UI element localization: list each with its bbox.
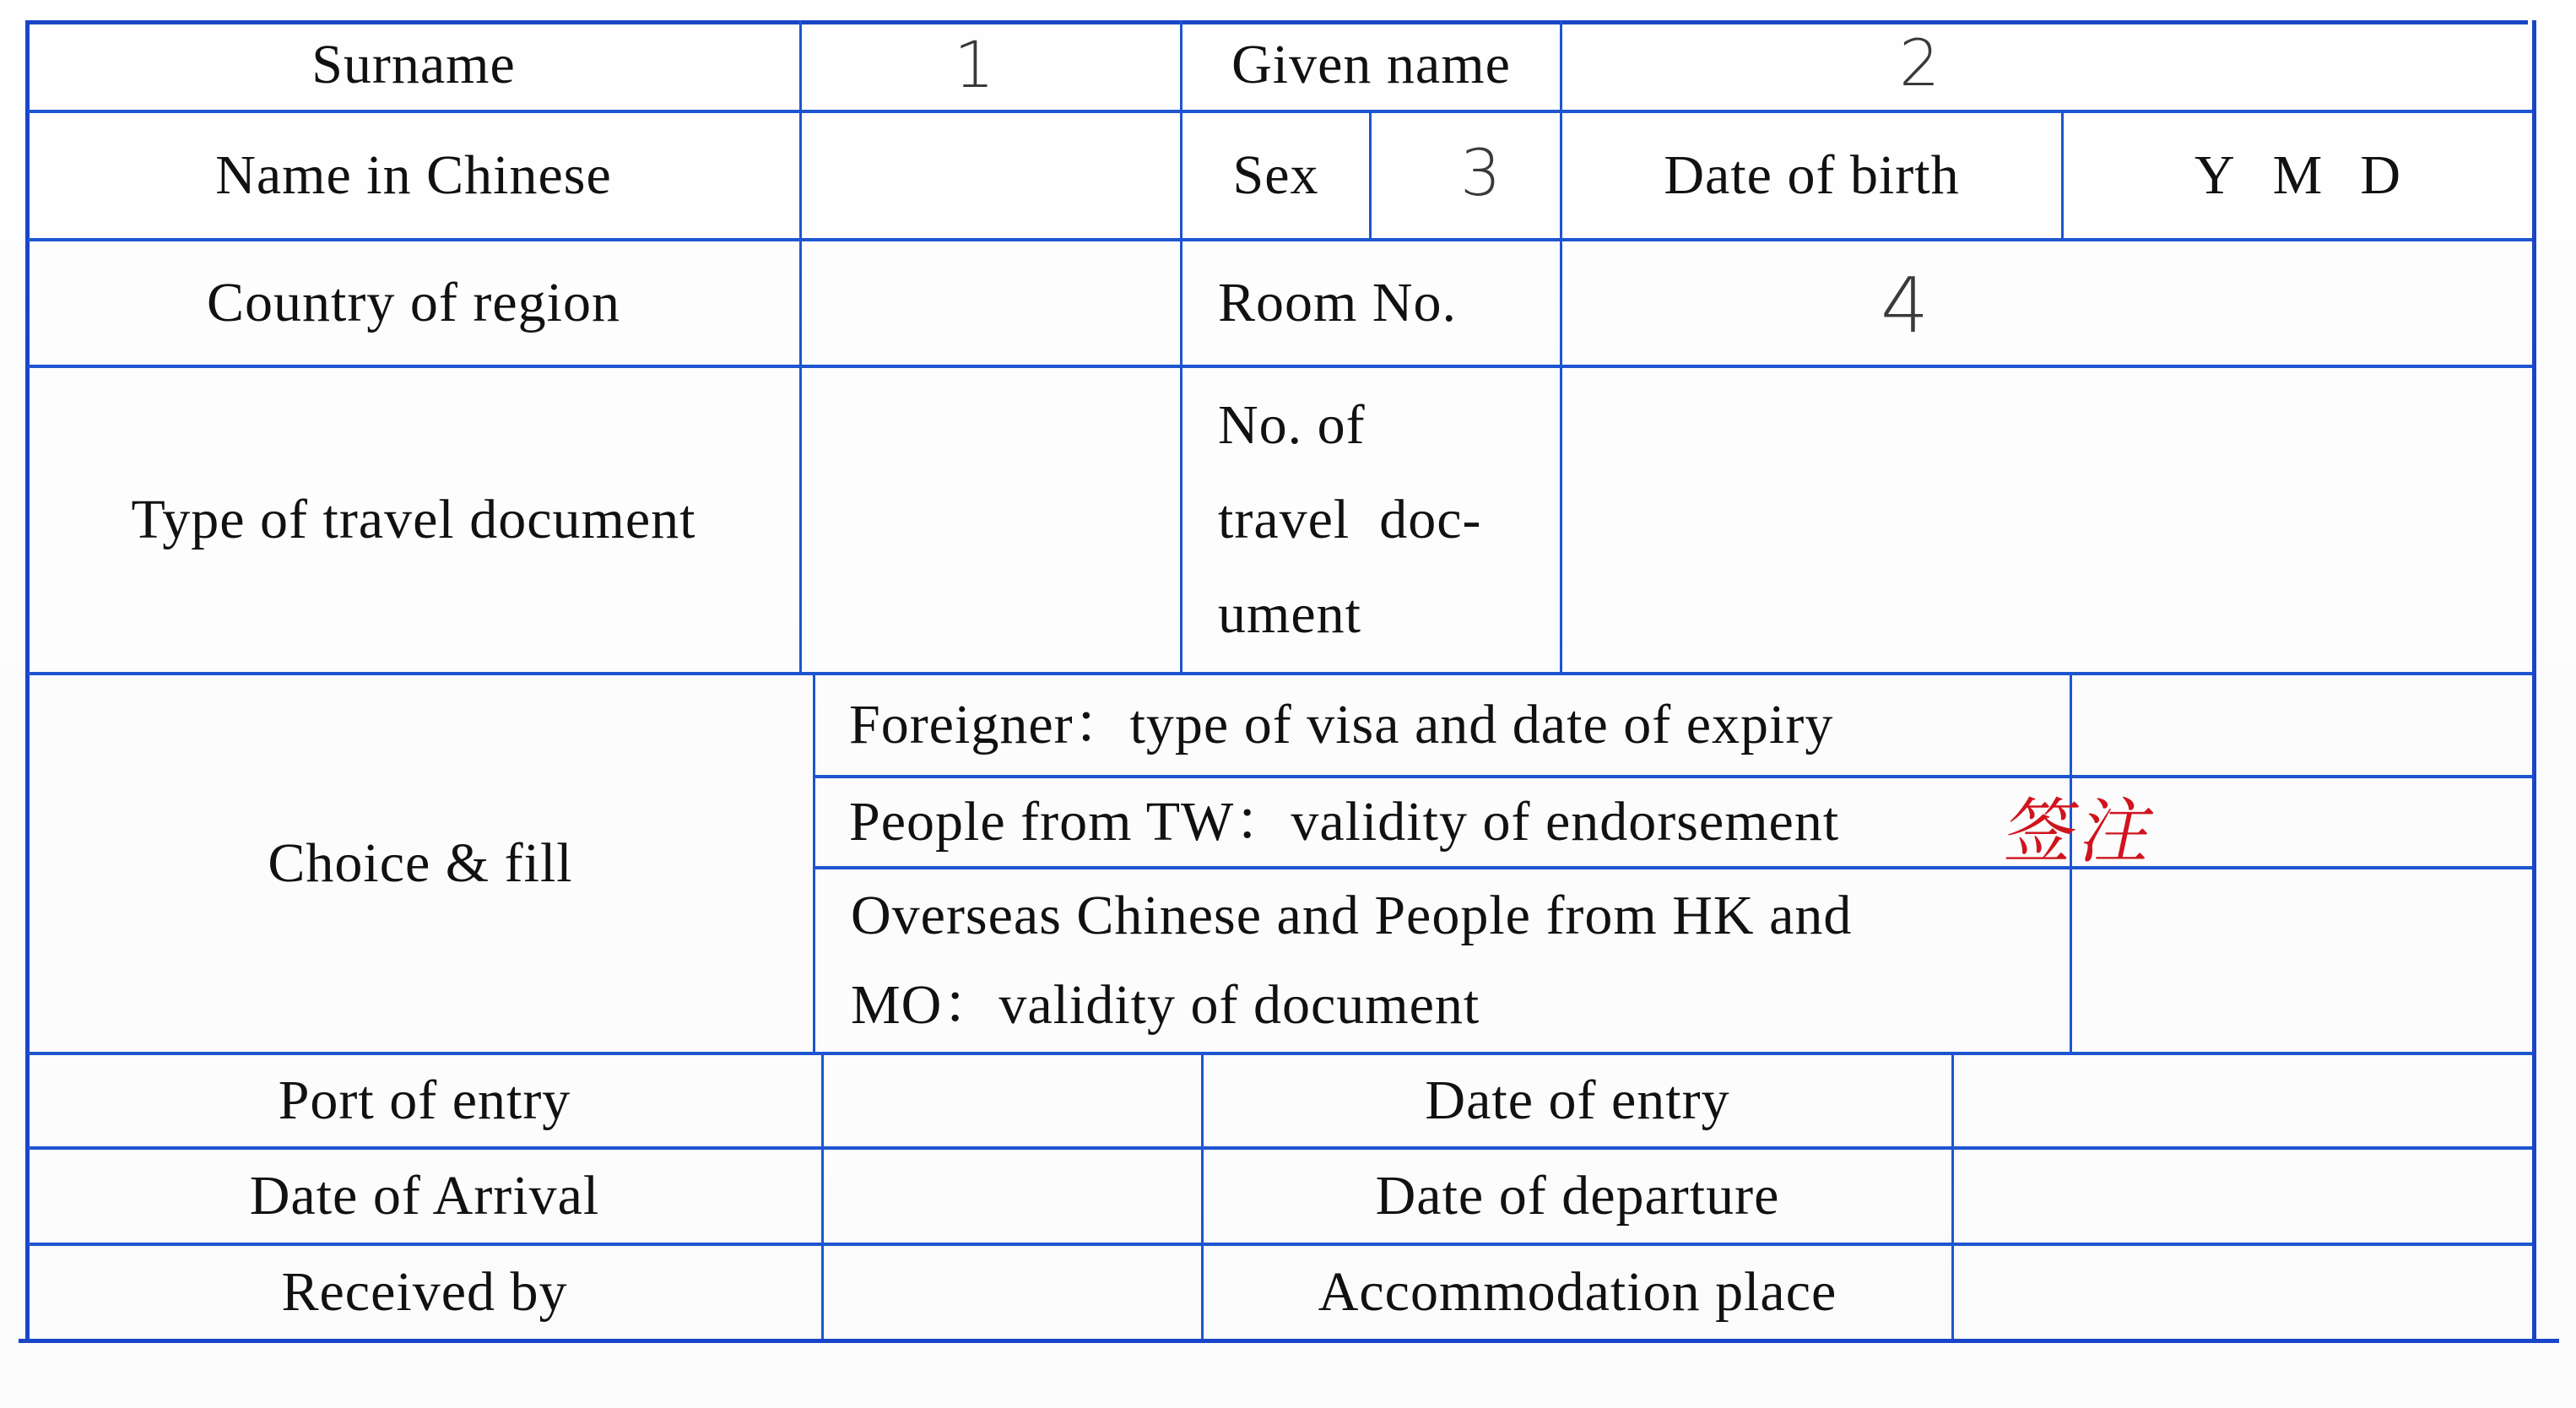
room-no-handwritten-value: 4 [1881,262,1929,350]
surname-label: Surname [311,34,516,96]
date-of-entry-field[interactable] [1954,1055,2532,1146]
date-of-birth-label: Date of birth [1664,144,1960,207]
travel-doc-no-line-2: travel doc- [1218,488,1482,550]
country-of-region-field[interactable] [802,241,1180,365]
accommodation-place-field[interactable] [1954,1246,2532,1339]
received-by-field[interactable] [824,1246,1201,1339]
port-of-entry-field[interactable] [824,1055,1201,1146]
foreigner-visa-label: Foreigner：type of visa and date of expiry [849,694,1834,756]
given-name-label: Given name [1231,34,1511,96]
accommodation-place-label: Accommodation place [1318,1261,1837,1324]
overseas-validity-label [815,869,2070,1052]
overseas-line-2: MO：validity of document [851,974,1480,1036]
name-in-chinese-label: Name in Chinese [215,144,612,207]
frame-right [2532,20,2536,1343]
name-in-chinese-field[interactable] [802,113,1180,238]
choice-and-fill-label: Choice & fill [268,832,573,895]
given-name-field[interactable] [1562,20,2532,110]
dob-day: D [2360,144,2402,207]
dob-month: M [2272,144,2324,207]
date-of-departure-label: Date of departure [1375,1165,1780,1227]
country-of-region-label: Country of region [207,272,620,334]
travel-document-type-label: Type of travel document [131,489,696,551]
port-of-entry-label: Port of entry [278,1070,571,1132]
surname-handwritten-value: 1 [954,27,995,102]
date-of-arrival-label: Date of Arrival [249,1165,600,1227]
travel-doc-no-line-3: ument [1218,583,1361,646]
travel-document-number-label [1182,368,1560,672]
tw-endorsement-label: People from TW：validity of endorsement [849,791,1840,853]
received-by-label: Received by [281,1261,568,1324]
travel-document-type-field[interactable] [802,368,1180,672]
given-name-handwritten-value: 2 [1899,25,1940,100]
room-no-label: Room No. [1218,272,1458,334]
sex-handwritten-value: 3 [1460,135,1502,210]
frame-bottom [19,1339,2559,1343]
date-of-arrival-field[interactable] [824,1150,1201,1243]
date-of-departure-field[interactable] [1954,1150,2532,1243]
room-no-field[interactable] [1562,241,2532,365]
date-of-entry-label: Date of entry [1425,1070,1730,1132]
tw-endorsement-field[interactable] [2072,778,2532,866]
overseas-validity-field[interactable] [2072,869,2532,1052]
tw-endorsement-red-annotation: 签注 [1997,790,2167,873]
travel-doc-no-line-1: No. of [1218,393,1366,456]
date-of-birth-field[interactable] [2064,113,2532,238]
travel-document-number-field[interactable] [1562,368,2532,672]
dob-year: Y [2194,144,2236,207]
foreigner-visa-field[interactable] [2072,675,2532,775]
sex-label: Sex [1232,144,1319,207]
overseas-line-1: Overseas Chinese and People from HK and [851,885,1853,947]
